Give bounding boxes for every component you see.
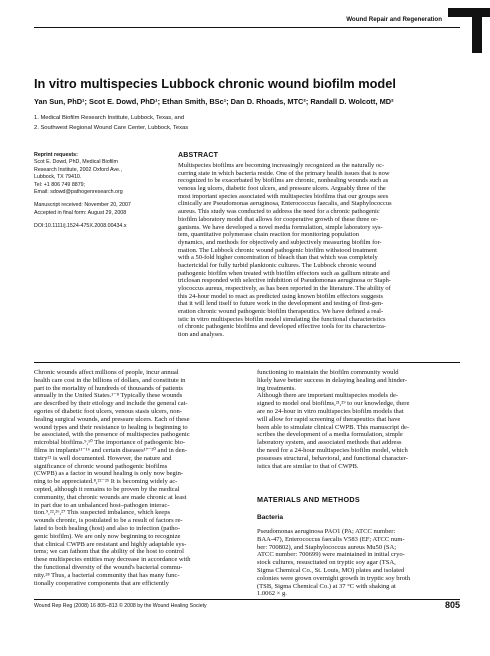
abstract-line: of chronic pathogenic biofilms and developed effective tools for its characteriza- xyxy=(178,323,386,331)
body-line: are described by their etiology and include the general cat- xyxy=(34,400,188,408)
doi xyxy=(34,223,162,230)
body-line: laboratory system, and associated methods that address xyxy=(257,439,402,447)
abstract-line: with a 50-fold higher concentration of bleach than that which was completely xyxy=(178,254,378,262)
section-heading-methods: MATERIALS AND METHODS xyxy=(257,495,360,504)
abstract-rule xyxy=(34,362,460,363)
body-line: tionally cooperative components that are efficiently xyxy=(34,579,169,587)
body-line: lated to both healing (host) and also to infection (patho- xyxy=(34,524,180,532)
body-line: that clinical CWPB are resistant and highly adaptable sys- xyxy=(34,540,187,548)
body-line: Sigma Chemical Co., St. Louis, MO) plates and isolated xyxy=(257,566,405,574)
body-line: signed to model oral biofilms,²¹,²⁹ to our knowledge, there xyxy=(257,400,410,408)
subsection-heading-bacteria: Bacteria xyxy=(257,514,284,521)
reprint-email: Email: sdowd@pathogenresearch.org xyxy=(34,189,123,196)
body-line: Chronic wounds affect millions of people, incur annual xyxy=(34,369,179,376)
abstract-line: pathogenic biofilm when treated with biofilm effectors such as gallium nitrate and xyxy=(178,269,390,277)
abstract-line: biofilm laboratory model that allows for cooperative growth of these three or- xyxy=(178,215,379,223)
body-line: 1.0062 × g. xyxy=(257,590,287,598)
body-line: istics that are similar to that of CWPB. xyxy=(257,462,359,470)
reprint-line: Lubbock, TX 79410. xyxy=(34,174,82,181)
body-line: ATCC number: 700699) were maintained in initial cryo- xyxy=(257,551,405,559)
accepted-date: Accepted in final form: August 29, 2008 xyxy=(34,209,127,216)
body-line: these multispecies entities may decrease in accordance with xyxy=(34,556,191,564)
body-line: Although there are important multispecies models de- xyxy=(257,392,399,400)
body-line: in part due to an unbalanced host–pathogen interac- xyxy=(34,501,170,509)
body-line: part to the mortality of hundreds of thousands of patients xyxy=(34,384,183,392)
abstract-heading: ABSTRACT xyxy=(178,152,219,159)
abstract-line: aureus. This study was conducted to address the need for a chronic pathogenic xyxy=(178,208,380,216)
reprint-line: Tel: +1 806 749 8879; xyxy=(34,181,86,188)
abstract-line: dynamics, and methods for objectively and subjectively measuring biofilm for- xyxy=(178,238,382,246)
reprint-line: Research Institute, 2002 Oxford Ave., xyxy=(34,166,122,173)
body-line: BAA-47), Enterococcus faecalis V583 (EF; ATCC num- xyxy=(257,535,405,543)
footer-citation: Wound Rep Reg (2008) 16 805–813 © 2008 by the Wound Healing Society xyxy=(34,603,207,609)
body-line: will allow for rapid screening of therapeutics that have xyxy=(257,415,401,423)
body-line: cepted, although it remains to be proven by the medical xyxy=(34,485,180,493)
manuscript-dates xyxy=(34,202,162,217)
body-line: tion.⁹,²²,²⁶,²⁷ This suspected imbalance, which keeps xyxy=(34,509,171,517)
abstract-line: eration chronic wound pathogenic biofilm therapeutics. We have defined a real- xyxy=(178,308,384,316)
body-line: Pseudomonas aeruginosa PAO1 (PA; ATCC number: xyxy=(257,528,396,535)
abstract-body xyxy=(178,162,460,339)
body-line: egories of diabetic foot ulcers, venous stasis ulcers, non- xyxy=(34,407,182,415)
body-line: the functional diversity of the wound's bacterial commu- xyxy=(34,563,183,571)
body-line: ing treatments. xyxy=(257,384,296,392)
body-line: wound types and their resistance to healing is beginning to xyxy=(34,423,188,431)
body-line: colonies were grown overnight growth in tryptic soy broth xyxy=(257,574,411,582)
body-line: stock cultures, resuscitated on tryptic soy agar (TSA, xyxy=(257,559,396,567)
abstract-line: tion and analyses. xyxy=(178,331,224,339)
footer-rule xyxy=(34,599,460,600)
body-line: possesses structural, behavioral, and functional character- xyxy=(257,454,408,462)
body-line: ber: 700802), and Staphylococcus aureus Mu50 (SA; xyxy=(257,543,397,551)
body-line: healing surgical wounds, and pressure ulcers. Each of these xyxy=(34,415,190,423)
reprint-requests xyxy=(34,152,162,196)
body-line: wounds chronic, is postulated to be a result of factors re- xyxy=(34,517,183,525)
doi-text: DOI:10.1111/j.1524-475X.2008.00434.x xyxy=(34,223,127,230)
body-line: been able to simulate clinical CWPB. This manuscript de- xyxy=(257,423,410,431)
body-line: the need for a 24-hour multispecies biofilm model, which xyxy=(257,446,408,454)
corner-decoration xyxy=(448,8,490,17)
abstract-line: istic in vitro multispecies biofilm model simulating the functional characteristics xyxy=(178,315,386,323)
header-rule xyxy=(34,27,460,28)
affiliation-line: 1. Medical Biofilm Research Institute, Lubbock, Texas, and xyxy=(34,115,185,121)
abstract-line: ganisms. We have developed a novel media formulation, simple laboratory sys- xyxy=(178,223,383,231)
abstract-line: triclosan responded with selective inhibition of Pseudomonas aeruginosa or Staph- xyxy=(178,277,391,285)
abstract-line: this 24-hour model to react as predicted using known biofilm effectors suggests xyxy=(178,292,383,300)
abstract-line: recognized to be exacerbated by biofilms are chronic, nonhealing wounds such as xyxy=(178,177,389,185)
body-line: ning to be appreciated.⁸,²²⁻²⁵ It is becoming widely ac- xyxy=(34,478,178,486)
abstract-line: ylococcus aureus, respectively, as has been reported in the literature. The ability of xyxy=(178,285,391,292)
body-line: be associated, with the presence of multispecies pathogenic xyxy=(34,431,190,439)
section-label: Wound Repair and Regeneration xyxy=(346,16,442,23)
body-line: are no 24-hour in vitro multispecies biofilm models that xyxy=(257,407,404,415)
body-line: genic biofilm). We are only now beginning to recognize xyxy=(34,532,181,540)
abstract-line: bactericidal for fully turbid planktonic cultures. The Lubbock chronic wound xyxy=(178,261,377,269)
body-column-left xyxy=(34,369,239,587)
page-number: 805 xyxy=(444,600,460,610)
reprint-label: Reprint requests: xyxy=(34,152,78,158)
body-line: microbial biofilms.⁹,¹⁰ The importance of pathogenic bio- xyxy=(34,439,186,447)
body-line: significance of chronic wound pathogenic biofilms xyxy=(34,462,168,470)
author-list: Yan Sun, PhD¹; Scot E. Dowd, PhD¹; Ethan Smith, BSc¹; Dan D. Rhoads, MTC²; Randall D. Wolcott, MD² xyxy=(34,97,394,106)
abstract-line: most important species associated with multispecies biofilms that our groups sees xyxy=(178,192,389,200)
abstract-line: tem, quantitative polymerase chain reaction for monitoring population xyxy=(178,231,359,239)
abstract-line: venous leg ulcers, diabetic foot ulcers, and pressure ulcers. Arguably three of the xyxy=(178,185,386,193)
methods-text xyxy=(257,528,462,598)
body-line: films in implants¹¹⁻¹⁶ and certain diseases¹⁷⁻²⁰ and in den- xyxy=(34,446,188,454)
body-line: tems; we can fathom that the ability of the host to control xyxy=(34,548,184,556)
article-info-sidebar xyxy=(34,152,162,237)
received-date: Manuscript received: November 20, 2007 xyxy=(34,202,131,209)
body-line: (TSB, Sigma Chemical Co.) at 37 °C with shaking at xyxy=(257,582,396,590)
body-line: community, that chronic wounds are made chronic at least xyxy=(34,493,187,501)
body-line: health care cost in the billions of dollars, and constitute in xyxy=(34,376,186,384)
abstract-line: that it will lend itself to future work in the development and testing of first-gen- xyxy=(178,300,384,308)
body-line: (CWPB) as a factor in wound healing is only now begin- xyxy=(34,470,184,478)
abstract-line: mation. The Lubbock chronic wound pathogenic biofilm withstood treatment xyxy=(178,246,377,254)
body-line: likely have better success in delaying healing and hinder- xyxy=(257,376,408,384)
affiliations xyxy=(34,114,188,133)
body-line: functioning to maintain the biofilm community would xyxy=(257,369,399,376)
body-line: tistry²¹ is well documented. However, the nature and xyxy=(34,454,172,462)
reprint-line: Scot E. Dowd, PhD, Medical Biofilm xyxy=(34,159,118,166)
body-line: scribes the development of a media formulation, simple xyxy=(257,431,403,439)
abstract-line: curring state in which bacteria reside. One of the primary health issues that is now xyxy=(178,169,390,177)
abstract-line: clinically are Pseudomonas aeruginosa, Enterococcus faecalis, and Staphylococcus xyxy=(178,200,392,208)
body-column-right xyxy=(257,369,462,470)
affiliation-line: 2. Southwest Regional Wound Care Center, Lubbock, Texas xyxy=(34,124,189,131)
body-line: nity.²⁸ Thus, a bacterial community that has many func- xyxy=(34,571,180,579)
article-title: In vitro multispecies Lubbock chronic wound biofilm model xyxy=(34,76,396,91)
corner-tab-decoration xyxy=(472,17,482,53)
body-line: annually in the United States.¹⁻⁸ Typically these wounds xyxy=(34,392,183,400)
abstract-line: Multispecies biofilms are becoming increasingly recognized as the naturally oc- xyxy=(178,162,385,169)
